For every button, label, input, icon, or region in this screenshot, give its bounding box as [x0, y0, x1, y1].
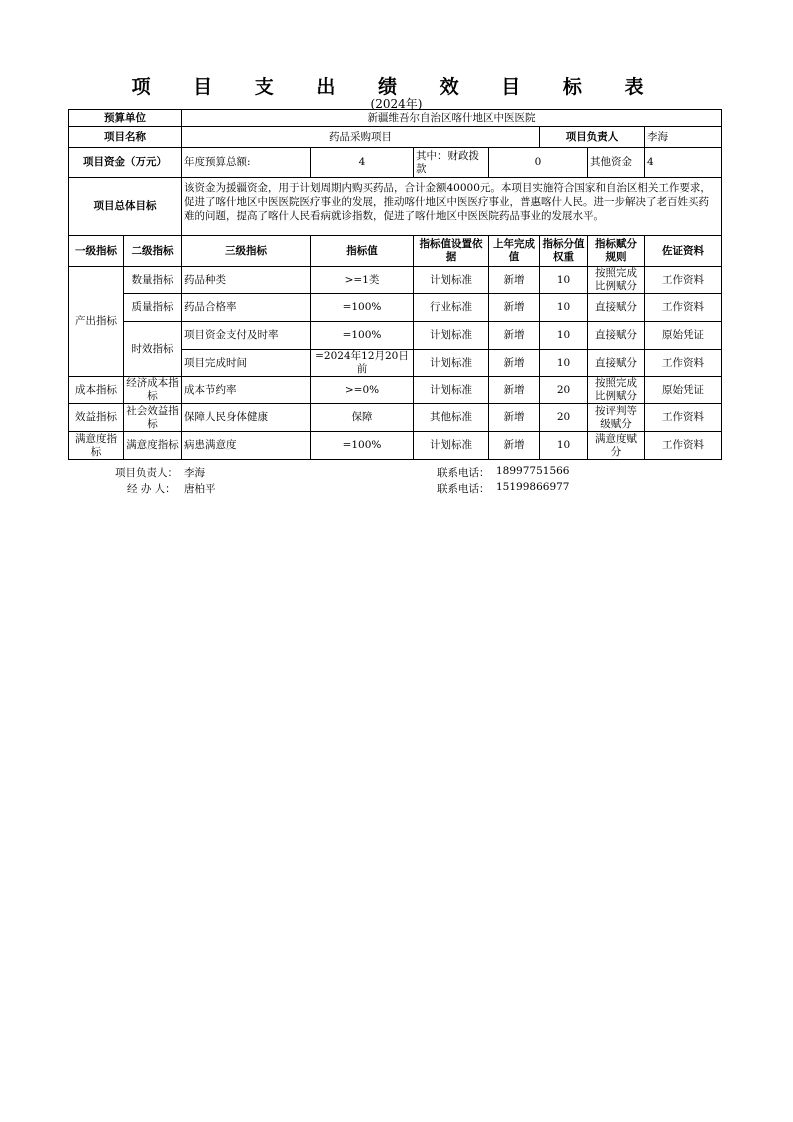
budget-unit-row	[69, 110, 722, 127]
value-cell: =100%	[311, 322, 414, 350]
level2-satisfaction: 满意度指标	[124, 432, 182, 460]
rule-cell: 满意度赋分	[588, 432, 645, 460]
evidence-cell: 工作资料	[645, 404, 722, 432]
level2-quality: 质量指标	[124, 294, 182, 322]
last-value-cell: 新增	[489, 322, 540, 350]
weight-cell: 10	[540, 350, 588, 377]
level2-econ-cost: 经济成本指标	[124, 377, 182, 404]
basis-cell: 行业标准	[414, 294, 489, 322]
annual-budget-label: 年度预算总额:	[182, 148, 311, 178]
annual-budget-value: 4	[311, 148, 414, 178]
budget-unit-label: 预算单位	[69, 110, 182, 127]
table-row	[69, 294, 722, 322]
evidence-cell: 原始凭证	[645, 377, 722, 404]
overall-goal-row	[69, 178, 722, 236]
handler-phone-label: 联系电话：	[437, 483, 490, 495]
page-title: 项 目 支 出 绩 效 目 标 表	[131, 76, 662, 98]
overall-goal-text: 该资金为援疆资金，用于计划周期内购买药品，合计金额40000元。本项目实施符合国家和自治区相关工作要求，促进了喀什地区中医医院医疗事业的发展，推动喀什地区中医医疗事业，普惠喀什人民。进一步解决了老百姓买药难的问题，提高了喀什人民看病就诊指数，促进了喀什地区中医医院药品事业的发展水平。	[182, 178, 722, 236]
handler-phone: 15199866977	[496, 481, 570, 493]
evidence-cell: 工作资料	[645, 432, 722, 460]
basis-cell: 计划标准	[414, 322, 489, 350]
project-leader-value: 李海	[645, 127, 722, 148]
rule-cell: 按照完成比例赋分	[588, 377, 645, 404]
col-header: 指标分值权重	[540, 236, 588, 267]
weight-cell: 20	[540, 404, 588, 432]
fiscal-value: 0	[489, 148, 588, 178]
level1-output: 产出指标	[69, 267, 124, 377]
level1-cost: 成本指标	[69, 377, 124, 404]
last-value-cell: 新增	[489, 404, 540, 432]
level3-cell: 保障人民身体健康	[182, 404, 311, 432]
col-header: 指标值	[311, 236, 414, 267]
evidence-cell: 工作资料	[645, 350, 722, 377]
weight-cell: 20	[540, 377, 588, 404]
last-value-cell: 新增	[489, 377, 540, 404]
value-cell: =100%	[311, 432, 414, 460]
leader-phone: 18997751566	[496, 465, 570, 477]
table-row	[69, 322, 722, 350]
col-header: 一级指标	[69, 236, 124, 267]
level3-cell: 药品种类	[182, 267, 311, 294]
year-label: (2024年)	[370, 97, 423, 111]
level3-cell: 项目完成时间	[182, 350, 311, 377]
overall-goal-label: 项目总体目标	[69, 178, 182, 236]
value-cell: =2024年12月20日前	[311, 350, 414, 377]
leader-label: 项目负责人：	[115, 467, 178, 479]
level3-cell: 成本节约率	[182, 377, 311, 404]
last-value-cell: 新增	[489, 350, 540, 377]
funds-row	[69, 148, 722, 178]
performance-table	[68, 109, 722, 460]
funds-label: 项目资金（万元）	[69, 148, 182, 178]
other-funds-value: 4	[645, 148, 722, 178]
col-header: 指标值设置依据	[414, 236, 489, 267]
basis-cell: 计划标准	[414, 432, 489, 460]
col-header: 指标赋分规则	[588, 236, 645, 267]
handler-label: 经 办 人：	[127, 483, 176, 495]
col-header: 三级指标	[182, 236, 311, 267]
leader-name: 李海	[184, 467, 205, 479]
level2-social-benefit: 社会效益指标	[124, 404, 182, 432]
column-header-row	[69, 236, 722, 267]
project-name-label: 项目名称	[69, 127, 182, 148]
budget-unit-value: 新疆维吾尔自治区喀什地区中医医院	[182, 110, 722, 127]
fiscal-label: 其中：财政拨款	[414, 148, 489, 178]
basis-cell: 计划标准	[414, 377, 489, 404]
rule-cell: 按评判等级赋分	[588, 404, 645, 432]
rule-cell: 直接赋分	[588, 350, 645, 377]
handler-name: 唐柏平	[184, 483, 216, 495]
col-header: 上年完成值	[489, 236, 540, 267]
table-row	[69, 377, 722, 404]
project-name-value: 药品采购项目	[182, 127, 540, 148]
level3-cell: 病患满意度	[182, 432, 311, 460]
table-row	[69, 267, 722, 294]
col-header: 佐证资料	[645, 236, 722, 267]
basis-cell: 计划标准	[414, 267, 489, 294]
level1-satisfaction: 满意度指标	[69, 432, 124, 460]
level1-benefit: 效益指标	[69, 404, 124, 432]
level2-timeliness: 时效指标	[124, 322, 182, 377]
last-value-cell: 新增	[489, 294, 540, 322]
value-cell: 保障	[311, 404, 414, 432]
last-value-cell: 新增	[489, 432, 540, 460]
other-funds-label: 其他资金	[588, 148, 645, 178]
evidence-cell: 原始凭证	[645, 322, 722, 350]
project-name-row	[69, 127, 722, 148]
level3-cell: 药品合格率	[182, 294, 311, 322]
level3-cell: 项目资金支付及时率	[182, 322, 311, 350]
leader-phone-label: 联系电话：	[437, 467, 490, 479]
table-row	[69, 432, 722, 460]
value-cell: >=1类	[311, 267, 414, 294]
last-value-cell: 新增	[489, 267, 540, 294]
table-row	[69, 404, 722, 432]
rule-cell: 直接赋分	[588, 294, 645, 322]
col-header: 二级指标	[124, 236, 182, 267]
value-cell: >=0%	[311, 377, 414, 404]
basis-cell: 计划标准	[414, 350, 489, 377]
weight-cell: 10	[540, 267, 588, 294]
evidence-cell: 工作资料	[645, 294, 722, 322]
evidence-cell: 工作资料	[645, 267, 722, 294]
rule-cell: 直接赋分	[588, 322, 645, 350]
level2-quantity: 数量指标	[124, 267, 182, 294]
value-cell: =100%	[311, 294, 414, 322]
weight-cell: 10	[540, 432, 588, 460]
weight-cell: 10	[540, 294, 588, 322]
rule-cell: 按照完成比例赋分	[588, 267, 645, 294]
basis-cell: 其他标准	[414, 404, 489, 432]
weight-cell: 10	[540, 322, 588, 350]
project-leader-label: 项目负责人	[540, 127, 645, 148]
